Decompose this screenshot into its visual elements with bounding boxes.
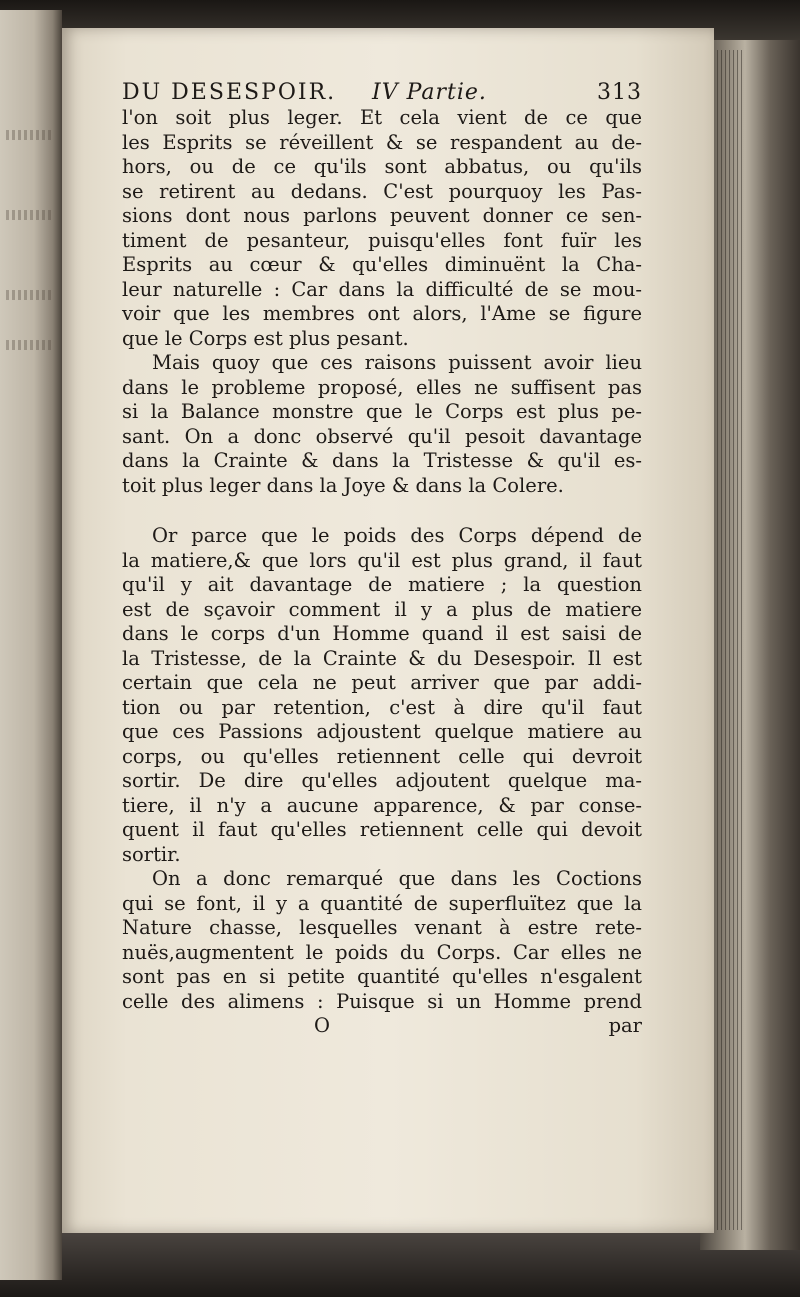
text-line: qu'il y ait davantage de matiere ; la question xyxy=(122,573,642,596)
text-line: dans la Crainte & dans la Tristesse & qu'il es- xyxy=(122,449,642,472)
text-line: sant. On a donc observé qu'il pesoit davantage xyxy=(122,424,642,448)
text-line: leur naturelle : Car dans la difficulté de se mou- xyxy=(122,277,642,301)
text-line: certain que cela ne peut arriver que par addi- xyxy=(122,671,642,694)
text-line: que ces Passions adjoustent quelque matiere au xyxy=(122,720,642,743)
facing-page-edge xyxy=(0,10,62,1280)
paragraph xyxy=(122,106,642,351)
text-line: timent de pesanteur, puisqu'elles font fuïr les xyxy=(122,228,642,252)
bleed-through-mark xyxy=(6,130,54,140)
text-line: Nature chasse, lesquelles venant à estre rete- xyxy=(122,916,642,939)
text-line: voir que les membres ont alors, l'Ame se figure xyxy=(122,302,642,325)
text-line: corps, ou qu'elles retiennent celle qui devroit xyxy=(122,744,642,768)
text-line: On a donc remarqué que dans les Coctions xyxy=(152,867,642,890)
text-line: tion ou par retention, c'est à dire qu'il faut xyxy=(122,695,642,719)
running-part: IV Partie. xyxy=(372,80,487,105)
page-footer xyxy=(122,1014,642,1038)
text-line: est de sçavoir comment il y a plus de matiere xyxy=(122,597,642,621)
text-line: sortir. De dire qu'elles adjoutent quelque ma- xyxy=(122,769,642,792)
page-text xyxy=(122,76,642,1038)
text-line: si la Balance monstre que le Corps est plus pe- xyxy=(122,400,642,423)
text-line: les Esprits se réveillent & se respandent au de- xyxy=(122,130,642,154)
text-line: qui se font, il y a quantité de superfluïtez que la xyxy=(122,891,642,915)
text-line: sions dont nous parlons peuvent donner ce sen- xyxy=(122,204,642,227)
text-line: Mais quoy que ces raisons puissent avoir lieu xyxy=(152,351,642,374)
bleed-through-mark xyxy=(6,340,54,350)
text-line: dans le probleme proposé, elles ne suffisent pas xyxy=(122,375,642,399)
text-line: la matiere,& que lors qu'il est plus grand, il faut xyxy=(122,548,642,572)
page-number: 313 xyxy=(597,80,642,105)
text-line: dans le corps d'un Homme quand il est saisi de xyxy=(122,622,642,645)
paragraph xyxy=(122,867,642,1014)
paragraph xyxy=(122,524,642,867)
text-line: hors, ou de ce qu'ils sont abbatus, ou qu'ils xyxy=(122,155,642,178)
text-line: nuës,augmentent le poids du Corps. Car elles ne xyxy=(122,940,642,964)
text-line: sortir. xyxy=(122,842,181,866)
text-line: la Tristesse, de la Crainte & du Desespoir. Il est xyxy=(122,646,642,670)
text-line: celle des alimens : Puisque si un Homme prend xyxy=(122,989,642,1013)
text-line: sont pas en si petite quantité qu'elles n'esgalent xyxy=(122,965,642,988)
running-header xyxy=(122,76,642,106)
text-line: Or parce que le poids des Corps dépend de xyxy=(152,524,642,547)
text-line: l'on soit plus leger. Et cela vient de ce que xyxy=(122,106,642,129)
text-line: quent il faut qu'elles retiennent celle qui devoit xyxy=(122,818,642,841)
paragraph-gap xyxy=(122,498,642,524)
text-line: toit plus leger dans la Joye & dans la Colere. xyxy=(122,473,564,497)
bleed-through-mark xyxy=(6,290,54,300)
paragraph xyxy=(122,351,642,498)
text-line: Esprits au cœur & qu'elles diminuënt la Cha- xyxy=(122,253,642,276)
backdrop-bottom xyxy=(0,1232,800,1297)
text-line: tiere, il n'y a aucune apparence, & par conse- xyxy=(122,793,642,817)
signature-mark: O xyxy=(314,1014,330,1037)
text-line: se retirent au dedans. C'est pourquoy les Pas- xyxy=(122,179,642,203)
catchword: par xyxy=(608,1014,642,1037)
running-title: DU DESESPOIR. xyxy=(122,80,337,105)
bleed-through-mark xyxy=(6,210,54,220)
text-line: que le Corps est plus pesant. xyxy=(122,326,409,350)
